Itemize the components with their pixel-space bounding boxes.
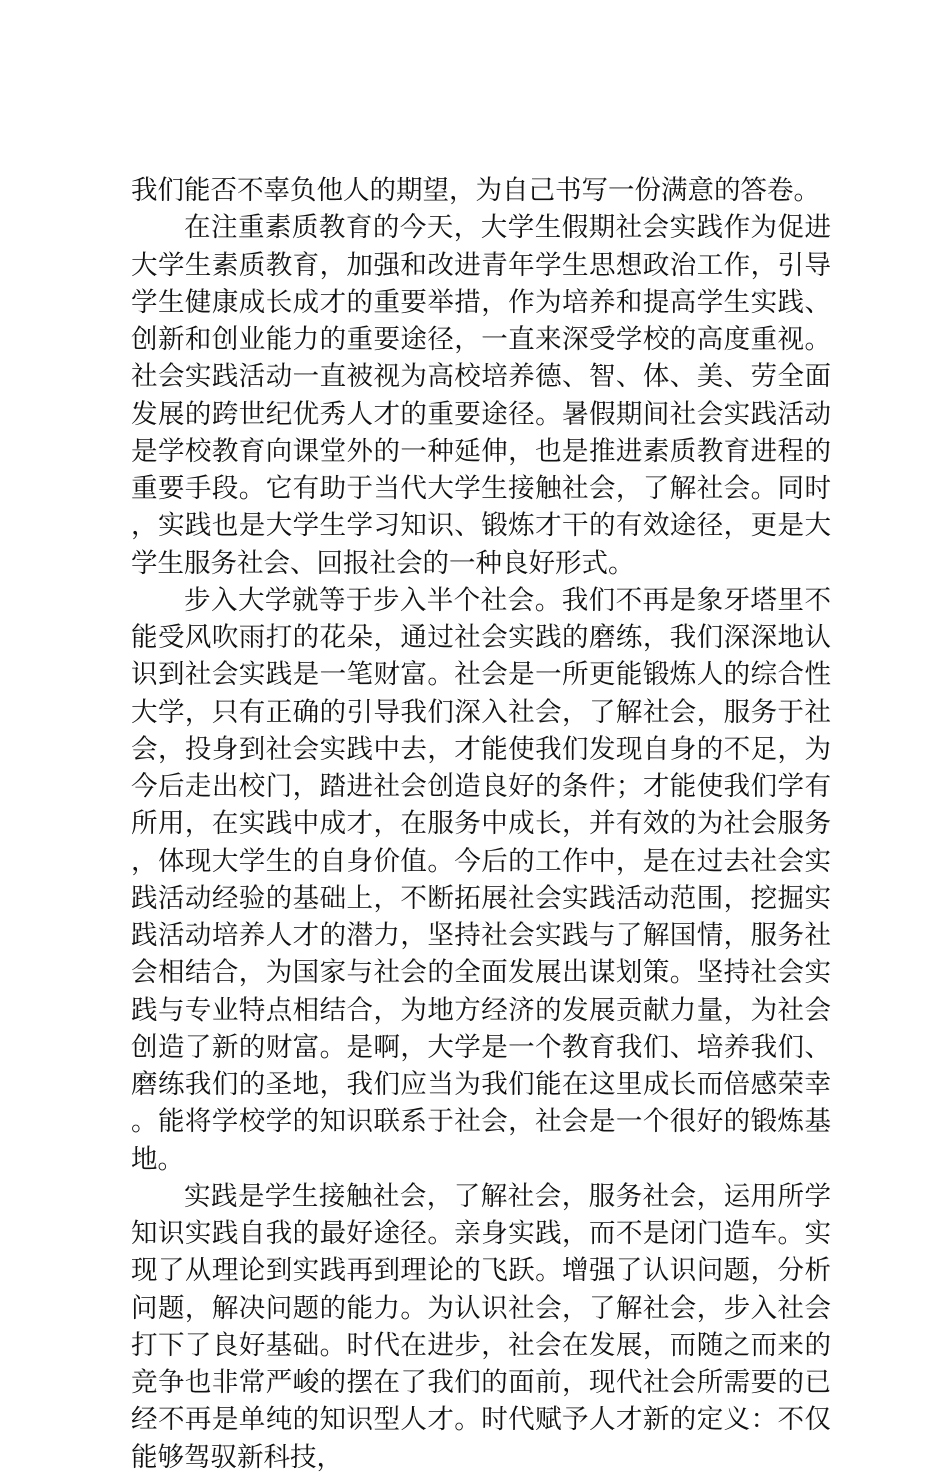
paragraph-continuation: 我们能否不辜负他人的期望，为自己书写一份满意的答卷。: [131, 175, 820, 206]
paragraph-entering-university: 步入大学就等于步入半个社会。我们不再是象牙塔里不能受风吹雨打的花朵，通过社会实践的磨练，我们深深地认识到社会实践是一笔财富。社会是一所更能锻炼人的综合性大学，只有正确的引导我们深入社会，了解社会，服务于社会，投身到社会实践中去，才能使我们发现自身的不足，为今后走出校门，踏进社会创造良好的条件；才能使我们学有所用，在实践中成才，在服务中成长，并有效的为社会服务，体现大学生的自身价值。今后的工作中，是在过去社会实践活动经验的基础上，不断拓展社会实践活动范围，挖掘实践活动培养人才的潜力，坚持社会实践与了解国情，服务社会相结合，为国家与社会的全面发展出谋划策。坚持社会实践与专业特点相结合，为地方经济的发展贡献力量，为社会创造了新的财富。是啊，大学是一个教育我们、培养我们、磨练我们的圣地，我们应当为我们能在这里成长而倍感荣幸。能将学校学的知识联系于社会，社会是一个很好的锻炼基地。: [131, 584, 831, 1175]
document-body: [131, 172, 831, 1476]
paragraph-social-practice-importance: 在注重素质教育的今天，大学生假期社会实践作为促进大学生素质教育，加强和改进青年学生思想政治工作，引导学生健康成长成才的重要举措，作为培养和提高学生实践、创新和创业能力的重要途径，一直来深受学校的高度重视。社会实践活动一直被视为高校培养德、智、体、美、劳全面发展的跨世纪优秀人才的重要途径。暑假期间社会实践活动是学校教育向课堂外的一种延伸，也是推进素质教育进程的重要手段。它有助于当代大学生接触社会，了解社会。同时，实践也是大学生学习知识、锻炼才干的有效途径，更是大学生服务社会、回报社会的一种良好形式。: [131, 212, 831, 579]
paragraph-practice-best-way: 实践是学生接触社会，了解社会，服务社会，运用所学知识实践自我的最好途径。亲身实践，而不是闭门造车。实现了从理论到实践再到理论的飞跃。增强了认识问题，分析问题，解决问题的能力。为认识社会，了解社会，步入社会打下了良好基础。时代在进步，社会在发展，而随之而来的竞争也非常严峻的摆在了我们的面前，现代社会所需要的已经不再是单纯的知识型人才。时代赋予人才新的定义：不仅能够驾驭新科技，: [131, 1180, 831, 1473]
